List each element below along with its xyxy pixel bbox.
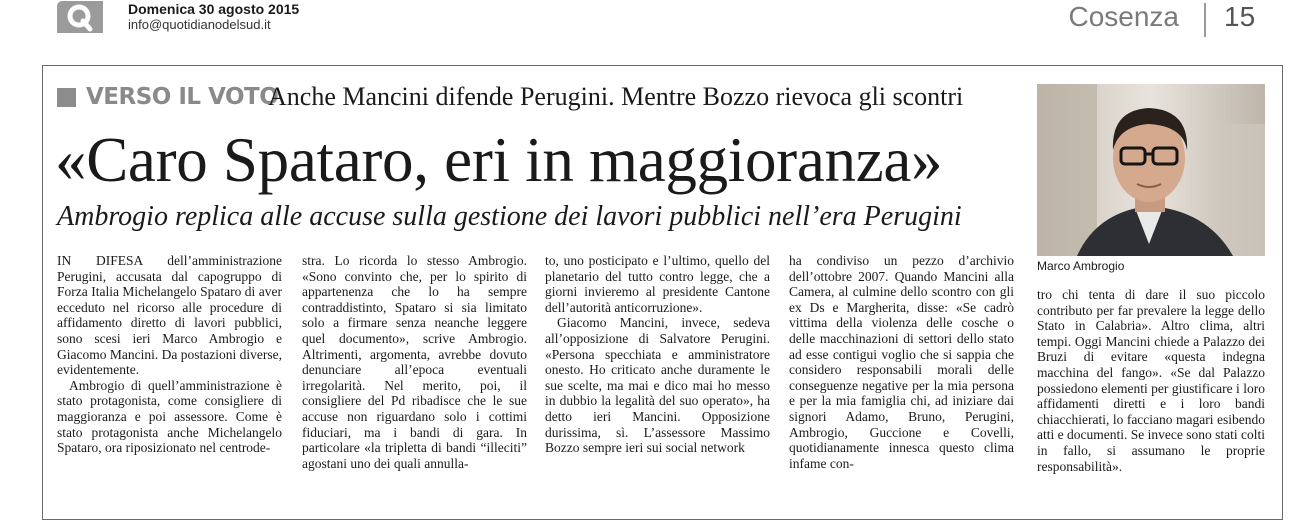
photo-caption: Marco Ambrogio: [1037, 259, 1125, 273]
paragraph: to, uno posticipato e l’ultimo, quello del planetario del tutto contro legge, che a giorni invieremo al presidente Cantone dell’autorità anticorruzione».: [545, 253, 770, 315]
paragraph: Giacomo Mancini, invece, sedeva all’opposizione di Salvatore Perugini. «Persona specchiata e amministratore onesto. Ho criticato anche duramente le sue scelte, ma mai e dico mai ho messo in dubbio la legalità del suo operato», ha detto ieri Mancini. Opposizione durissima, sì. L’assessore Massimo Bozzo sempre ieri sui social network: [545, 315, 770, 456]
paragraph: IN DIFESA dell’amministrazione Perugini, accusata dal capogruppo di Forza Italia Michelangelo Spataro di aver ecceduto nel ricorso alle procedure di affidamento diretto di lavori pubblici, sono scesi ieri Marco Ambrogio e Giacomo Mancini. Da postazioni diverse, evidentemente.: [57, 253, 282, 378]
kicker-square-icon: [57, 88, 76, 107]
portrait-photo: [1037, 84, 1265, 256]
issue-date: Domenica 30 agosto 2015: [128, 1, 300, 17]
paragraph: ha condiviso un pezzo d’archivio dell’ottobre 2007. Quando Mancini alla Camera, al culmine dello scontro con gli ex Ds e Margherita, disse: «Se cadrò vittima della violenza delle cosche o delle macchinazioni di settori dello stato ad esse contigui voglio che si sappia che considero responsabili morali delle conseguenze negative per la mia persona e per la mia famiglia chi, ad iniziare dai signori Adamo, Bruno, Perugini, Ambrogio, Guccione e Covelli, quotidianamente innesca questo clima infame con-: [789, 253, 1014, 471]
body-column-3: [545, 253, 770, 456]
kicker-row: [57, 80, 1027, 114]
header-divider: [1204, 3, 1206, 37]
section-name: Cosenza: [1068, 1, 1179, 32]
page-number: 15: [1224, 1, 1256, 32]
contact-email: info@quotidianodelsud.it: [128, 17, 271, 32]
body-column-2: [302, 253, 527, 471]
paragraph: stra. Lo ricorda lo stesso Ambrogio. «Sono convinto che, per lo spirito di appartenenza che lo ha sempre contraddistinto, Spataro si sia limitato solo a firmare senza neanche leggere quel documento», scrive Ambrogio. Altrimenti, argomenta, avrebbe dovuto denunciare all’epoca eventuali irregolarità. Nel merito, poi, il consigliere del Pd ribadisce che le sue accuse non riguardano solo i cottimi fiduciari, ma i bandi di gara. In particolare «la tripletta di bandi “illeciti” agostani uno dei quali annulla-: [302, 253, 527, 471]
headline: «Caro Spataro, eri in maggioranza»: [55, 125, 943, 195]
body-column-1: [57, 253, 282, 456]
paragraph: Ambrogio di quell’amministrazione è stato protagonista, come consigliere di maggioranza e poi assessore. Come è stato protagonista anche Michelangelo Spataro, ora riposizionato nel centrode-: [57, 377, 282, 456]
kicker: VERSO IL VOTO: [86, 84, 279, 110]
q-logo-icon: [57, 1, 103, 33]
article-frame: [42, 65, 1283, 520]
overline: Anche Mancini difende Perugini. Mentre Bozzo rievoca gli scontri: [268, 82, 964, 111]
subheadline: Ambrogio replica alle accuse sulla gestione dei lavori pubblici nell’era Perugini: [57, 201, 962, 232]
paragraph: tro chi tenta di dare il suo piccolo contributo per far prevalere la legge dello Stato in Calabria». Altro clima, altri tempi. Oggi Mancini chiede a Palazzo dei Bruzi di evitare «questa indegna macchina del fango». «Se dal Palazzo possiedono elementi per giustificare i loro affidamenti diretti e i loro bandi chiacchierati, lo facciano magari esibendo atti e documenti. Se invece sono stati colti in fallo, si assumano le proprie responsabilità».: [1037, 287, 1265, 474]
body-column-4: [789, 253, 1014, 471]
body-column-5: [1037, 287, 1265, 474]
